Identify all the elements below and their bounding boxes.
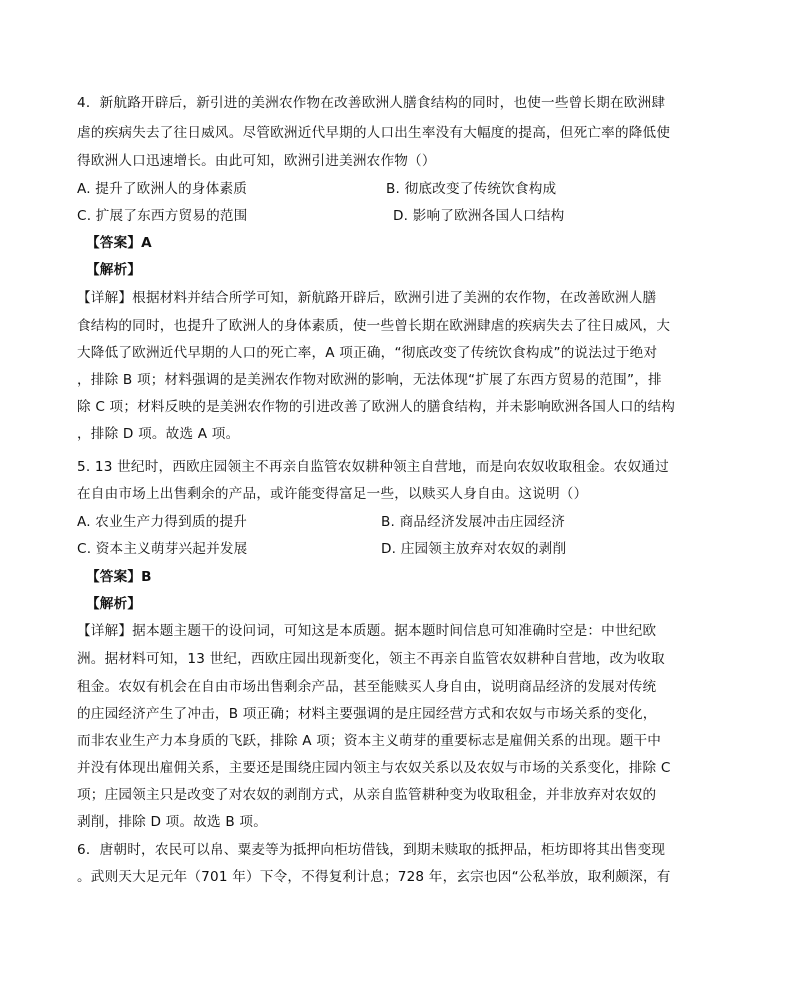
q4-option-b: B. 彻底改变了传统饮食构成 [386,181,557,197]
q4-detail-line-1: 【详解】根据材料并结合所学可知，新航路开辟后，欧洲引进了美洲的农作物，在改善欧洲人膳 [77,290,657,306]
q5-detail-line-3: 租金。农奴有机会在自由市场出售剩余产品，甚至能赎买人身自由，说明商品经济的发展对传统 [77,679,657,695]
q4-detail-line-3: 大降低了欧洲近代早期的人口的死亡率，A 项正确，“彻底改变了传统饮食构成”的说法过于绝对 [77,345,658,361]
q5-stem-line-1: 5. 13 世纪时，西欧庄园领主不再亲自监管农奴耕种领主自营地，而是向农奴收取租金。农奴通过 [77,459,669,475]
q4-detail-line-2: 食结构的同时，也提升了欧洲人的身体素质，使一些曾长期在欧洲肆虐的疾病失去了往日威风，大 [77,318,671,334]
q4-detail-line-5: 除 C 项；材料反映的是美洲农作物的引进改善了欧洲人的膳食结构，并未影响欧洲各国人口的结构 [77,399,676,415]
q4-stem-line-1: 4．新航路开辟后，新引进的美洲农作物在改善欧洲人膳食结构的同时，也使一些曾长期在欧洲肆 [77,95,666,111]
q5-option-b: B. 商品经济发展冲击庄园经济 [381,514,566,530]
q6-stem-line-1: 6．唐朝时，农民可以帛、粟麦等为抵押向柜坊借钱，到期未赎取的抵押品，柜坊即将其出售变现 [77,842,666,858]
q5-option-c: C. 资本主义萌芽兴起并发展 [77,541,248,557]
q4-detail-line-6: ，排除 D 项。故选 A 项。 [77,426,240,442]
q5-detail-line-4: 的庄园经济产生了冲击，B 项正确；材料主要强调的是庄园经营方式和农奴与市场关系的变化， [77,706,657,722]
q4-stem-line-3: 得欧洲人口迅速增长。由此可知，欧洲引进美洲农作物（） [77,153,436,169]
q5-detail-line-2: 洲。据材料可知，13 世纪，西欧庄园出现新变化，领主不再亲自监管农奴耕种自营地，改为收取 [77,651,665,667]
q4-detail-line-4: ，排除 B 项；材料强调的是美洲农作物对欧洲的影响，无法体现“扩展了东西方贸易的范围”，排 [77,372,662,388]
q5-answer: 【答案】B [86,569,152,585]
q5-stem-line-2: 在自由市场上出售剩余的产品，或许能变得富足一些，以赎买人身自由。这说明（） [77,486,588,502]
q5-analysis-label: 【解析】 [86,596,142,612]
q4-stem-line-2: 虐的疾病失去了往日威风。尽管欧洲近代早期的人口出生率没有大幅度的提高，但死亡率的降低使 [77,125,671,141]
q5-option-a: A. 农业生产力得到质的提升 [77,514,248,530]
q4-option-a: A. 提升了欧洲人的身体素质 [77,181,248,197]
q4-analysis-label: 【解析】 [86,262,142,278]
q5-detail-line-6: 并没有体现出雇佣关系，主要还是围绕庄园内领主与农奴关系以及农奴与市场的关系变化，排除 C [77,760,671,776]
q5-detail-line-8: 剥削，排除 D 项。故选 B 项。 [77,814,268,830]
q5-option-d: D. 庄园领主放弃对农奴的剥削 [381,541,567,557]
q6-stem-line-2: 。武则天大足元年（701 年）下令，不得复利计息；728 年，玄宗也因“公私举放，取利颇深，有 [77,869,671,885]
q4-answer: 【答案】A [86,235,152,251]
q4-option-c: C. 扩展了东西方贸易的范围 [77,208,248,224]
q5-detail-line-5: 而非农业生产力本身质的飞跃，排除 A 项；资本主义萌芽的重要标志是雇佣关系的出现。题干中 [77,733,662,749]
q5-detail-line-1: 【详解】据本题主题干的设问词，可知这是本质题。据本题时间信息可知准确时空是：中世纪欧 [77,623,657,639]
q4-option-d: D. 影响了欧洲各国人口结构 [393,208,565,224]
q5-detail-line-7: 项；庄园领主只是改变了对农奴的剥削方式，从亲自监管耕种变为收取租金，并非放弃对农奴的 [77,787,657,803]
